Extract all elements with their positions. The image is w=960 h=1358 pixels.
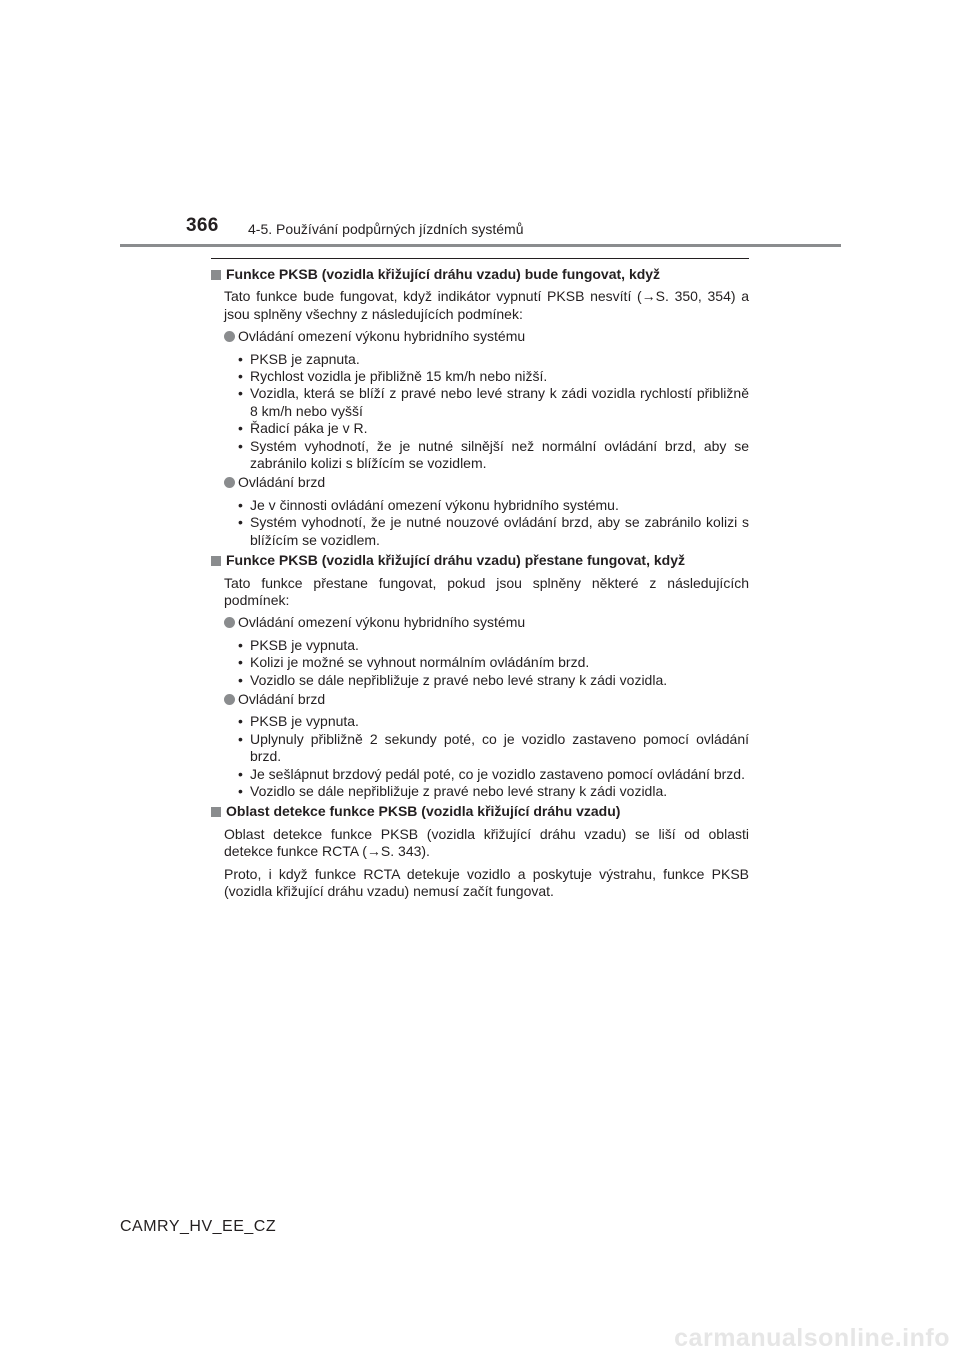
list-item: • PKSB je zapnuta.: [238, 350, 360, 367]
bullet-list: [211, 351, 749, 473]
paragraph: Tato funkce přestane fungovat, pokud jsou splněny některé z následujících podmínek:: [224, 574, 749, 608]
list-item: • Kolizi je možné se vyhnout normálním ovládáním brzd.: [238, 654, 590, 671]
bullet-list: [211, 637, 749, 689]
section-heading: [211, 803, 749, 820]
list-item: • Systém vyhodnotí, že je nutné nouzové ovládání brzd, aby se zabránilo kolizi s blížícím se vozidlem.: [238, 514, 749, 548]
content-divider: [211, 258, 749, 259]
paragraph: Proto, i když funkce RCTA detekuje vozidlo a poskytuje výstrahu, funkce PKSB (vozidla křižující dráhu vzadu) nemusí začít fungovat.: [224, 865, 749, 899]
bullet-list: [211, 497, 749, 549]
watermark: [0, 1320, 960, 1358]
header-divider: [120, 244, 841, 247]
list-item: • Je v činnosti ovládání omezení výkonu hybridního systému.: [238, 496, 619, 513]
list-item: • PKSB je vypnuta.: [238, 636, 359, 653]
group-label: [211, 614, 749, 631]
page-header: [0, 0, 960, 250]
list-item: • Systém vyhodnotí, že je nutné silnější než normální ovládání brzd, aby se zabránilo kolizi s blížícím se vozidlem.: [238, 437, 749, 472]
section-heading: [211, 266, 749, 283]
list-item: • Řadicí páka je v R.: [238, 420, 368, 437]
section-heading-text: Oblast detekce funkce PKSB (vozidla křižující dráhu vzadu): [226, 803, 621, 820]
list-item: • PKSB je vypnuta.: [238, 713, 359, 730]
list-item: • Rychlost vozidla je přibližně 15 km/h nebo nižší.: [238, 368, 548, 385]
circle-bullet-icon: [224, 331, 235, 342]
group-label-text: Ovládání brzd: [238, 474, 326, 491]
circle-bullet-icon: [224, 477, 235, 488]
paragraph: Tato funkce bude fungovat, když indikátor vypnutí PKSB nesvítí (→S. 350, 354) a jsou splněny všechny z následujících podmínek:: [224, 288, 749, 322]
group-label: [211, 691, 749, 708]
list-item: • Vozidla, která se blíží z pravé nebo levé strany k zádi vozidla rychlostí přibližně 8 km/h nebo vyšší: [238, 385, 749, 419]
group-label-text: Ovládání brzd: [238, 690, 326, 707]
bullet-list: [211, 713, 749, 800]
group-label: [211, 328, 749, 345]
circle-bullet-icon: [224, 694, 235, 705]
paragraph: Oblast detekce funkce PKSB (vozidla křižující dráhu vzadu) se liší od oblasti detekce funkce RCTA (→S. 343).: [224, 825, 749, 860]
group-label-text: Ovládání omezení výkonu hybridního systému: [238, 614, 526, 631]
group-label: [211, 474, 749, 491]
group-label-text: Ovládání omezení výkonu hybridního systému: [238, 328, 526, 345]
list-item: • Je sešlápnut brzdový pedál poté, co je vozidlo zastaveno pomocí ovládání brzd.: [238, 765, 745, 782]
square-bullet-icon: [211, 270, 221, 280]
page-number: 366: [186, 215, 219, 236]
section-heading-text: Funkce PKSB (vozidla křižující dráhu vzadu) bude fungovat, když: [226, 266, 661, 282]
square-bullet-icon: [211, 807, 221, 817]
list-item: • Uplynuly přibližně 2 sekundy poté, co je vozidlo zastaveno pomocí ovládání brzd.: [238, 730, 749, 765]
main-content: [211, 258, 749, 905]
section-title: 4-5. Používání podpůrných jízdních systémů: [248, 221, 524, 237]
list-item: • Vozidlo se dále nepřibližuje z pravé nebo levé strany k zádi vozidla.: [238, 671, 668, 688]
circle-bullet-icon: [224, 617, 235, 628]
document-code: CAMRY_HV_EE_CZ: [120, 1218, 277, 1235]
section-heading-text: Funkce PKSB (vozidla křižující dráhu vzadu) přestane fungovat, když: [226, 552, 685, 569]
watermark-text: carmanualsonline.info: [674, 1324, 950, 1352]
square-bullet-icon: [211, 556, 221, 566]
list-item: • Vozidlo se dále nepřibližuje z pravé nebo levé strany k zádi vozidla.: [238, 782, 668, 799]
section-heading: [211, 552, 749, 569]
